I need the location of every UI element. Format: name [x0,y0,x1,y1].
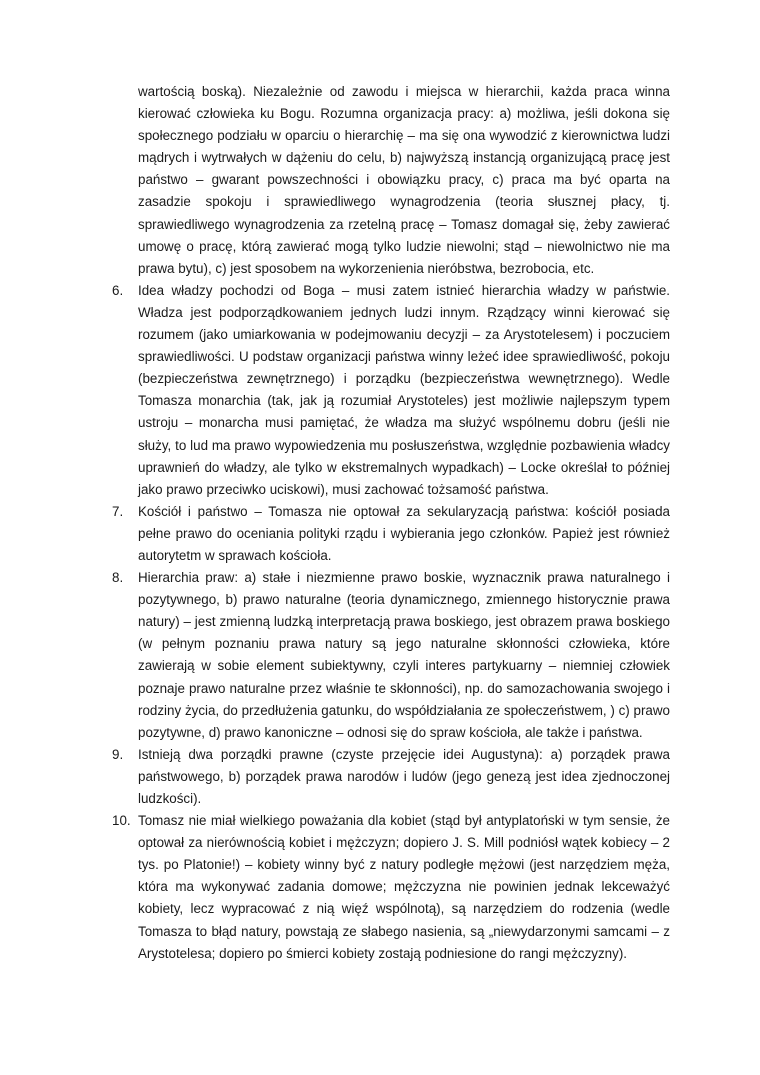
list-item-number: 8. [112,570,124,586]
list-item-number: 7. [112,503,124,519]
list-item-8 [112,567,670,744]
list-item-text: Istnieją dwa porządki prawne (czyste przejęcie idei Augustyna): a) porządek prawa państwowego, b) porządek prawa narodów i ludów (jego genezą jest idea zjednoczonej ludzkości). [138,746,670,806]
list-item-text: Idea władzy pochodzi od Boga – musi zatem istnieć hierarchia władzy w państwie. Władza jest podporządkowaniem jednych ludzi innym. Rządzący winni kierować się rozumem (jako umiarkowania w podejmowaniu decyzji – za Arystotelesem) i poczuciem sprawiedliwości. U podstaw organizacji państwa winny leżeć idee sprawiedliwość, pokoju (bezpieczeństwa zewnętrznego) i porządku (bezpieczeństwa wewnętrznego). Wedle Tomasza monarchia (tak, jak ją rozumiał Arystoteles) jest możliwie najlepszym typem ustroju – monarcha musi pamiętać, że władza ma służyć wspólnemu dobru (jeśli nie służy, to lud ma prawo wypowiedzenia mu posłuszeństwa, względnie pozbawienia władcy uprawnień do władzy, ale tylko w ekstremalnych wypadkach) – Locke określał to później jako prawo przeciwko uciskowi), musi zachować tożsamość państwa. [138,282,670,497]
list-item-text: Tomasz nie miał wielkiego poważania dla kobiet (stąd był antyplatoński w tym sensie, że optował za nierównością kobiet i mężczyzn; dopiero J. S. Mill podniósł wątek kobiecy – 2 tys. po Platonie!) – kobiety winny być z natury podległe mężowi (jest narzędziem męża, która ma wykonywać zadania domowe; mężczyzna nie powinien jednak lekceważyć kobiety, lecz wypracować z nią więź wspólnotą), są narzędziem do rodzenia (wedle Tomasza to błąd natury, powstają ze słabego nasienia, są „niewydarzonymi samcami – z Arystotelesa; dopiero po śmierci kobiety zostają podniesione do rangi mężczyzny). [138,813,670,961]
continuation-paragraph: wartością boską). Niezależnie od zawodu i miejsca w hierarchii, każda praca winna kierować człowieka ku Bogu. Rozumna organizacja pracy: a) możliwa, jeśli dokona się społecznego podziału w oparciu o hierarchię – ma się ona wywodzić z kierownictwa ludzi mądrych i wytrwałych w dążeniu do celu, b) najwyższą instancją organizującą pracę jest państwo – gwarant powszechności i obowiązku pracy, c) praca ma być oparta na zasadzie spokoju i sprawiedliwego wynagrodzenia (teoria słusznej płacy, tj. sprawiedliwego wynagrodzenia za rzetelną pracę – Tomasz domagał się, żeby zawierać umowę o pracę, którą zawierać mogą tylko ludzie niewolni; stąd – niewolnictwo nie ma prawa bytu), c) jest sposobem na wykorzenienia nieróbstwa, bezrobocia, etc. [138,84,670,276]
list-item-7 [112,501,670,567]
document-body [112,81,670,965]
list-item-10 [112,810,670,965]
list-item-number: 10. [112,813,131,829]
list-item-number: 6. [112,282,124,298]
list-item-number: 9. [112,746,124,762]
list-item-text: Hierarchia praw: a) stałe i niezmienne prawo boskie, wyznacznik prawa naturalnego i pozytywnego, b) prawo naturalne (teoria dynamicznego, zmiennego historycznie prawa natury) – jest zmienną ludzką interpretacją prawa boskiego, jest obrazem prawa boskiego (w pełnym poznaniu prawa natury są jego naturalne skłonności człowieka, które zawierają w sobie element subiektywny, czyli interes partykuarny – niemniej człowiek poznaje prawo naturalne przez właśnie te skłonności), np. do samozachowania swojego i rodziny życia, do przedłużenia gatunku, do współdziałania ze społeczeństwem, ) c) prawo pozytywne, d) prawo kanoniczne – odnosi się do spraw kościoła, ale także i państwa. [138,570,670,740]
list-item-9 [112,744,670,810]
list-item-text: Kościół i państwo – Tomasza nie optował za sekularyzacją państwa: kościół posiada pełne prawo do oceniania polityki rządu i wybierania jego członków. Papież jest również autorytetm w sprawach kościoła. [138,503,670,563]
list-item-6 [112,280,670,501]
